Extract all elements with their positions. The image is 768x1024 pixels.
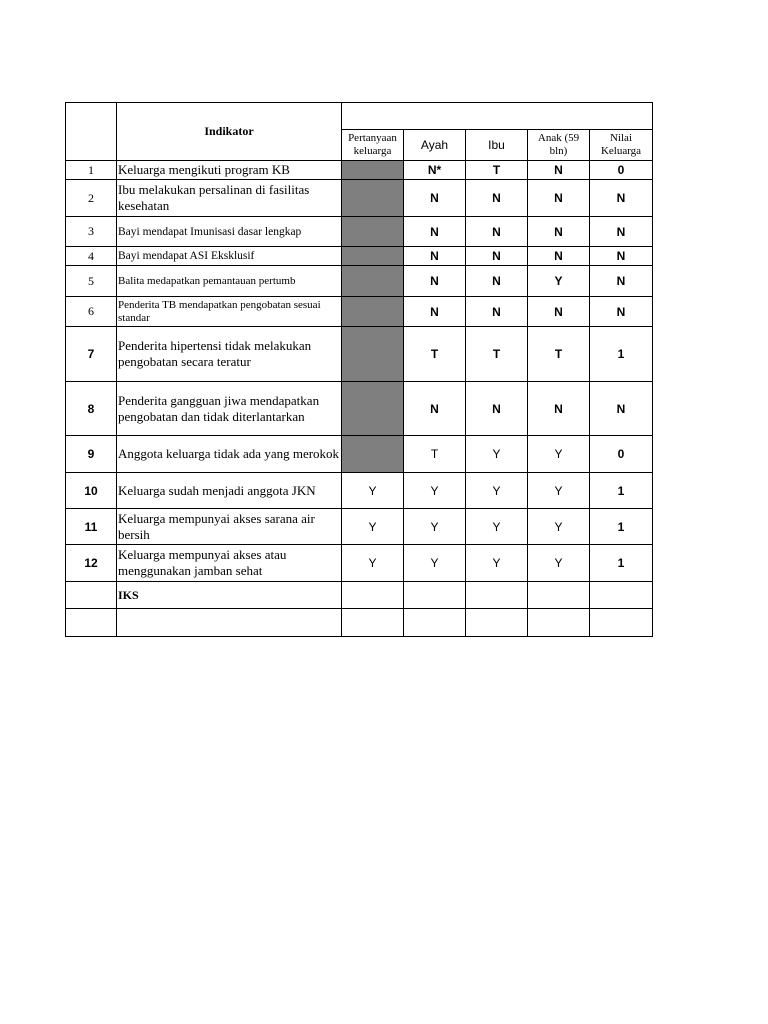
row-ibu: N (466, 297, 528, 327)
row-pertanyaan-shaded (342, 327, 404, 382)
row-anak: N (528, 161, 590, 180)
header-indikator: Indikator (117, 103, 342, 161)
row-indikator: Bayi mendapat Imunisasi dasar lengkap (117, 217, 342, 247)
row-indikator: Ibu melakukan persalinan di fasilitas kesehatan (117, 180, 342, 217)
iks-cell (528, 582, 590, 609)
row-ibu: Y (466, 509, 528, 545)
table-row (66, 327, 653, 382)
row-nilai: 1 (590, 473, 653, 509)
row-nilai: N (590, 382, 653, 436)
row-indikator: Keluarga mengikuti program KB (117, 161, 342, 180)
table-row (66, 297, 653, 327)
header-no-cell (66, 103, 117, 161)
row-number: 2 (66, 180, 117, 217)
table-row (66, 161, 653, 180)
row-indikator: Penderita hipertensi tidak melakukan pengobatan secara teratur (117, 327, 342, 382)
row-ibu: N (466, 180, 528, 217)
empty-cell (528, 609, 590, 637)
row-nilai: 1 (590, 545, 653, 582)
row-pertanyaan-shaded (342, 382, 404, 436)
empty-cell (66, 609, 117, 637)
row-ayah: N* (404, 161, 466, 180)
row-nilai: 0 (590, 161, 653, 180)
table-row (66, 509, 653, 545)
row-indikator: Keluarga mempunyai akses atau menggunakan jamban sehat (117, 545, 342, 582)
iks-cell (404, 582, 466, 609)
row-pertanyaan: Y (342, 509, 404, 545)
row-nilai: N (590, 247, 653, 266)
empty-cell (466, 609, 528, 637)
row-pertanyaan-shaded (342, 297, 404, 327)
row-number: 10 (66, 473, 117, 509)
header-group-cell (342, 103, 653, 130)
row-anak: N (528, 247, 590, 266)
row-number: 7 (66, 327, 117, 382)
row-anak: N (528, 382, 590, 436)
iks-label: IKS (117, 582, 342, 609)
row-ibu: N (466, 382, 528, 436)
row-ayah: N (404, 180, 466, 217)
row-ayah: T (404, 436, 466, 473)
empty-row (66, 609, 653, 637)
table-row (66, 180, 653, 217)
header-pertanyaan-keluarga: Pertanyaan keluarga (342, 130, 404, 161)
row-ibu: N (466, 247, 528, 266)
row-indikator: Bayi mendapat ASI Eksklusif (117, 247, 342, 266)
empty-cell (590, 609, 653, 637)
empty-cell (117, 609, 342, 637)
header-anak: Anak (59 bln) (528, 130, 590, 161)
empty-cell (342, 609, 404, 637)
iks-cell (590, 582, 653, 609)
row-nilai: 1 (590, 327, 653, 382)
header-row-top (66, 103, 653, 130)
row-ayah: N (404, 297, 466, 327)
table-row (66, 266, 653, 297)
row-ayah: Y (404, 473, 466, 509)
table-row (66, 217, 653, 247)
row-ayah: N (404, 266, 466, 297)
row-ibu: N (466, 217, 528, 247)
row-anak: Y (528, 436, 590, 473)
row-ayah: N (404, 247, 466, 266)
table-row (66, 473, 653, 509)
row-indikator: Penderita TB mendapatkan pengobatan sesuai standar (117, 297, 342, 327)
row-indikator: Anggota keluarga tidak ada yang merokok (117, 436, 342, 473)
header-ayah: Ayah (404, 130, 466, 161)
row-indikator: Keluarga mempunyai akses sarana air bersih (117, 509, 342, 545)
row-number: 6 (66, 297, 117, 327)
row-number: 9 (66, 436, 117, 473)
row-anak: T (528, 327, 590, 382)
row-pertanyaan: Y (342, 473, 404, 509)
row-anak: Y (528, 509, 590, 545)
row-number: 11 (66, 509, 117, 545)
row-ayah: T (404, 327, 466, 382)
row-indikator: Keluarga sudah menjadi anggota JKN (117, 473, 342, 509)
row-number: 8 (66, 382, 117, 436)
row-ayah: N (404, 382, 466, 436)
row-ayah: Y (404, 509, 466, 545)
row-pertanyaan-shaded (342, 161, 404, 180)
row-pertanyaan-shaded (342, 180, 404, 217)
table-row (66, 382, 653, 436)
row-pertanyaan-shaded (342, 436, 404, 473)
row-nilai: N (590, 266, 653, 297)
iks-number-cell (66, 582, 117, 609)
iks-cell (342, 582, 404, 609)
row-ayah: Y (404, 545, 466, 582)
row-number: 5 (66, 266, 117, 297)
row-anak: N (528, 297, 590, 327)
row-ibu: T (466, 327, 528, 382)
table-row (66, 247, 653, 266)
header-ibu: Ibu (466, 130, 528, 161)
row-anak: Y (528, 266, 590, 297)
header-nilai-keluarga: Nilai Keluarga (590, 130, 653, 161)
iks-cell (466, 582, 528, 609)
row-anak: N (528, 180, 590, 217)
table-row (66, 436, 653, 473)
row-anak: Y (528, 545, 590, 582)
row-number: 1 (66, 161, 117, 180)
table-row (66, 545, 653, 582)
row-ibu: N (466, 266, 528, 297)
row-anak: Y (528, 473, 590, 509)
row-pertanyaan: Y (342, 545, 404, 582)
row-ibu: T (466, 161, 528, 180)
row-nilai: N (590, 297, 653, 327)
iks-row (66, 582, 653, 609)
row-nilai: N (590, 180, 653, 217)
row-ibu: Y (466, 436, 528, 473)
row-pertanyaan-shaded (342, 247, 404, 266)
iks-table (65, 102, 653, 637)
row-number: 12 (66, 545, 117, 582)
row-anak: N (528, 217, 590, 247)
row-number: 4 (66, 247, 117, 266)
row-number: 3 (66, 217, 117, 247)
row-nilai: N (590, 217, 653, 247)
row-ibu: Y (466, 545, 528, 582)
row-nilai: 1 (590, 509, 653, 545)
row-indikator: Balita medapatkan pemantauan pertumb (117, 266, 342, 297)
row-pertanyaan-shaded (342, 217, 404, 247)
empty-cell (404, 609, 466, 637)
row-ibu: Y (466, 473, 528, 509)
row-nilai: 0 (590, 436, 653, 473)
row-pertanyaan-shaded (342, 266, 404, 297)
row-indikator: Penderita gangguan jiwa mendapatkan pengobatan dan tidak diterlantarkan (117, 382, 342, 436)
row-ayah: N (404, 217, 466, 247)
